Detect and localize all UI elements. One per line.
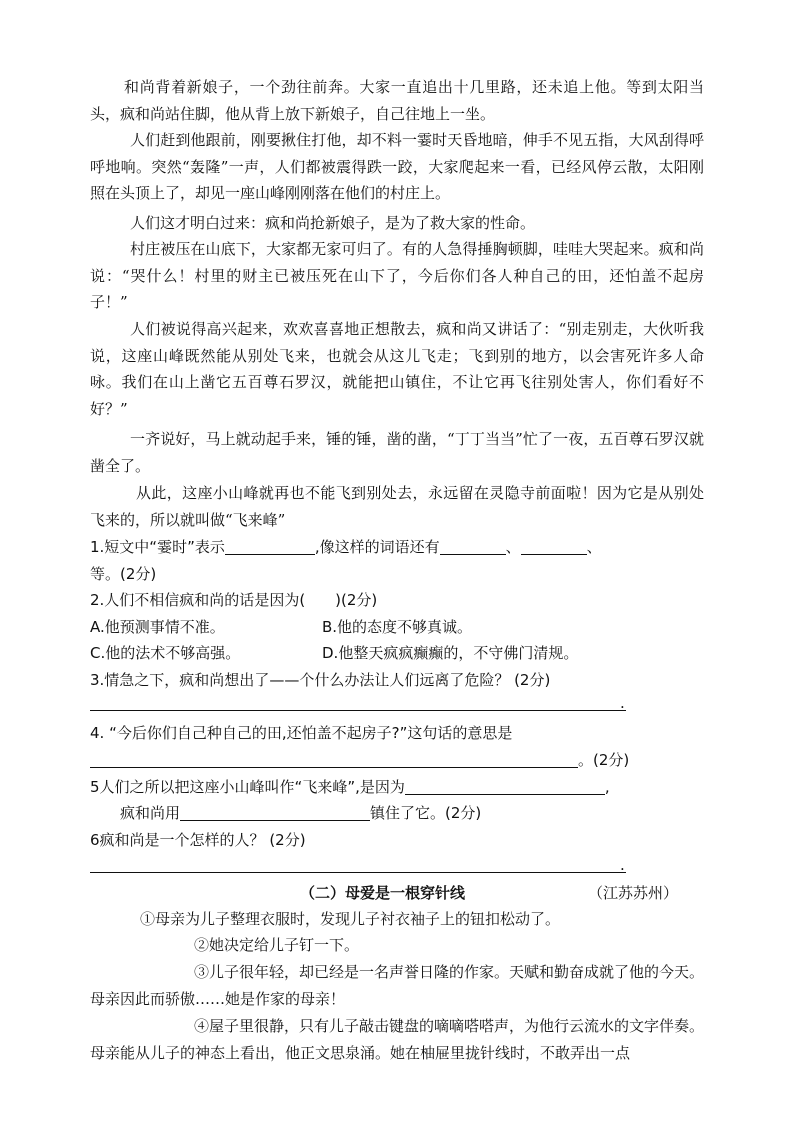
q4-end: 。(2分) xyxy=(578,751,630,769)
question-4: 4. “今后你们自己种自己的田,还怕盖不起房子?”这句话的意思是 xyxy=(90,724,513,742)
passage1-paragraph-6: 一齐说好，马上就动起手来，锤的锤，凿的凿，“丁丁当当”忙了一夜，五百尊石罗汉就凿全了。 xyxy=(90,430,704,475)
passage2-source: （江苏苏州） xyxy=(588,884,679,902)
q5-prompt-cont: 疯和尚用 xyxy=(120,804,181,822)
question-2-options-row1 xyxy=(90,614,710,640)
question-1 xyxy=(90,534,710,560)
question-6: 6疯和尚是一个怎样的人？ (2分) xyxy=(90,831,306,849)
q1-prompt: 1.短文中“霎时”表示 xyxy=(90,538,225,556)
passage2-sentence-3: ③儿子很年轻，却已经是一名声誉日隆的作家。天赋和勤奋成就了他的今天。母亲因此而骄傲……她是作家的母亲！ xyxy=(90,963,705,1008)
passage1-paragraph-3: 人们这才明白过来：疯和尚抢新娘子，是为了救大家的性命。 xyxy=(130,214,536,232)
question-5-cont xyxy=(120,800,710,826)
q2-option-c[interactable]: C.他的法术不够高强。 xyxy=(90,644,241,662)
question-2-options-row2 xyxy=(90,640,710,666)
question-5 xyxy=(90,774,710,800)
q5-prompt: 5人们之所以把这座小山峰叫作“飞来峰”,是因为 xyxy=(90,778,405,796)
q2-option-b[interactable]: B.他的态度不够真诚。 xyxy=(322,618,473,636)
q3-answer-line[interactable] xyxy=(90,709,626,711)
q1-answer-blank-word2[interactable] xyxy=(521,538,587,555)
q4-answer-blank[interactable] xyxy=(90,751,578,768)
q6-answer-line[interactable] xyxy=(90,871,626,873)
q1-separator-2: 、 xyxy=(586,538,602,556)
question-1-end: 等。(2分) xyxy=(90,565,157,583)
q2-option-a[interactable]: A.他预测事情不准。 xyxy=(90,618,225,636)
passage2-title: （二）母爱是一根穿针线 xyxy=(300,884,466,902)
passage2-sentence-1: ①母亲为儿子整理衣服时，发现儿子衬衣袖子上的钮扣松动了。 xyxy=(140,910,561,928)
q6-answer-period: . xyxy=(620,856,625,874)
q5-answer-blank-reason[interactable] xyxy=(405,778,605,795)
q1-separator: 、 xyxy=(505,538,521,556)
q1-prompt-cont: ,像这样的词语还有 xyxy=(314,538,440,556)
q5-answer-blank-method[interactable] xyxy=(180,804,370,821)
passage1-paragraph-7: 从此，这座小山峰就再也不能飞到别处去，永远留在灵隐寺前面啦！因为它是从别处飞来的，所以就叫做“飞来峰” xyxy=(90,484,704,529)
q5-end: 镇住了它。(2分) xyxy=(370,804,482,822)
question-3: 3.情急之下，疯和尚想出了——个什么办法让人们远离了危险？ (2分) xyxy=(90,671,551,689)
q5-comma: , xyxy=(604,778,610,796)
passage2-sentence-2: ②她决定给儿子钉一下。 xyxy=(194,936,360,954)
passage1-paragraph-4: 村庄被压在山底下，大家都无家可归了。有的人急得捶胸顿脚，哇哇大哭起来。疯和尚说：“哭什么！村里的财主已被压死在山下了，今后你们各人种自己的田，还怕盖不起房子！” xyxy=(90,240,704,311)
passage2-sentence-4: ④屋子里很静，只有儿子敲击键盘的嘀嘀嗒嗒声，为他行云流水的文字伴奏。母亲能从儿子的神态上看出，他正文思泉涌。她在柚屉里拢针线时，不敢弄出一点 xyxy=(90,1017,705,1062)
q2-option-d[interactable]: D.他整天疯疯癫癫的，不守佛门清规。 xyxy=(322,644,579,662)
passage1-paragraph-2: 人们赶到他跟前，刚要揪住打他，却不料一霎时天昏地暗，伸手不见五指，大风刮得呼呼地响。突然“轰隆”一声，人们都被震得跌一跤，大家爬起来一看，已经风停云散，太阳刚照在头顶上了，却见一座山峰刚刚落在他们的村庄上。 xyxy=(90,131,704,202)
question-2: 2.人们不相信疯和尚的话是因为( )(2分) xyxy=(90,591,378,609)
passage1-paragraph-1: 和尚背着新娘子，一个劲往前奔。大家一直追出十几里路，还未追上他。等到太阳当头，疯和尚站住脚，他从背上放下新娘子，自己往地上一坐。 xyxy=(90,78,704,123)
question-4-answer xyxy=(90,747,710,773)
q1-answer-blank-word1[interactable] xyxy=(440,538,506,555)
q3-answer-period: . xyxy=(620,694,625,712)
passage1-paragraph-5: 人们被说得高兴起来，欢欢喜喜地正想散去，疯和尚又讲话了：“别走别走，大伙听我说，这座山峰既然能从别处飞来，也就会从这儿飞走；飞到别的地方，以会害死许多人命咏。我们在山上凿它五百尊石罗汉，就能把山镇住，不让它再飞往别处害人，你们看好不好？” xyxy=(90,320,704,418)
q1-answer-blank-meaning[interactable] xyxy=(225,538,315,555)
